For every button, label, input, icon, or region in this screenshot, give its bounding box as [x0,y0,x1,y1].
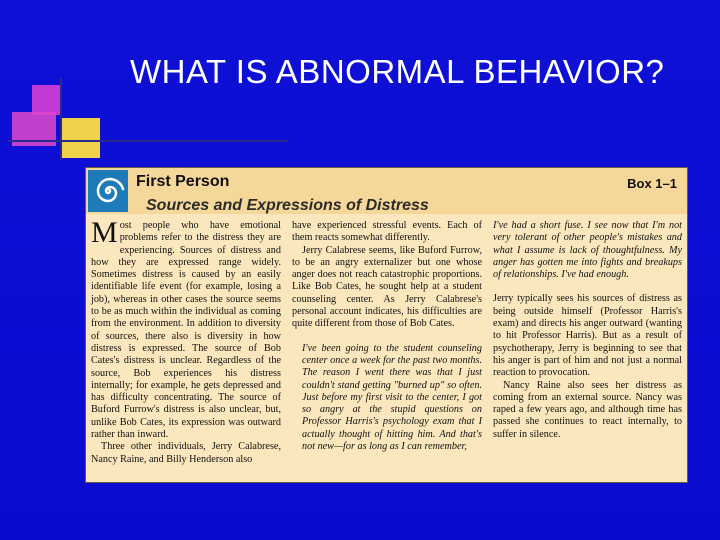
paragraph: have experienced stressful events. Each of them reacts somewhat differently. [292,220,482,244]
quote-paragraph: I've been going to the student counseling center once a week for the past two months. The reason I went there was that I just couldn't stand getting "burned up" so often. Just before my first visit to the center, I got so angry at the stupid questions on Professor Harris's psychology exam that I actually thought of hitting him. And that's not new—for as long as I can remember, [302,342,482,453]
decor-line-horizontal [8,140,288,142]
column-3 [493,220,682,441]
textbook-box [85,167,688,483]
paragraph: Three other individuals, Jerry Calabrese, Nancy Raine, and Billy Henderson also [91,441,281,465]
decor-line-vertical [60,78,62,160]
box-header [86,168,687,214]
drop-cap: M [91,216,118,249]
paragraph: Nancy Raine also sees her distress as coming from an external source. Nancy was raped a few years ago, and although time has passed she continues to react internally, to suffer in silence. [493,379,682,440]
box-label: Box 1–1 [627,176,677,191]
paragraph: Jerry Calabrese seems, like Buford Furrow, to be an angry externalizer but one whose anger does not reach catastrophic proportions. Like Bob Cates, he sought help at a student counseling center. As Jerry Calabrese's personal account indicates, his difficulties are quite different from those of Bob Cates. [292,244,482,330]
paragraph: Jerry typically sees his sources of distress as being outside himself (Professor Harris's exam) and directs his anger outward (wanting to hit Professor Harris). But as a result of psychotherapy, Jerry is beginning to see that his anger is part of him and not just a normal reaction to provocation. [493,293,682,379]
paragraph [91,216,281,441]
column-1 [91,216,281,466]
box-subtitle: Sources and Expressions of Distress [146,197,429,214]
spiral-icon [88,170,128,212]
column-2 [292,220,482,453]
box-heading: First Person [136,173,230,190]
decor-square-purple [32,85,62,115]
box-columns [91,216,682,480]
quote-paragraph: I've had a short fuse. I see now that I'm not very tolerant of other people's mistakes and what I assume is lack of thoughtfulness. My anger has gotten me into fights and breakups of relationships. I've had enough. [493,220,682,281]
paragraph-text: ost people who have emotional problems refer to the distress they are experiencing. Sources of distress and how they are expressed range widely. Sometimes distress is caused by an easily identifiable life event (for example, losing a job), whereas in other cases the source seems to be as much within the individual as coming from the environment. In addition to diversity of sources, there also is diversity in how distress is expressed. The source of Bob Cates's distress is unclear. Regardless of the source, Bob experiences his distress internally; for example, he gets depressed and has difficulty concentrating. The source of Buford Furrow's distress is also unclear, but, unlike Bob Cates, its expression was outward rather than inward. [91,220,281,441]
slide-title: WHAT IS ABNORMAL BEHAVIOR? [130,53,665,90]
decor-square-yellow [60,118,100,158]
